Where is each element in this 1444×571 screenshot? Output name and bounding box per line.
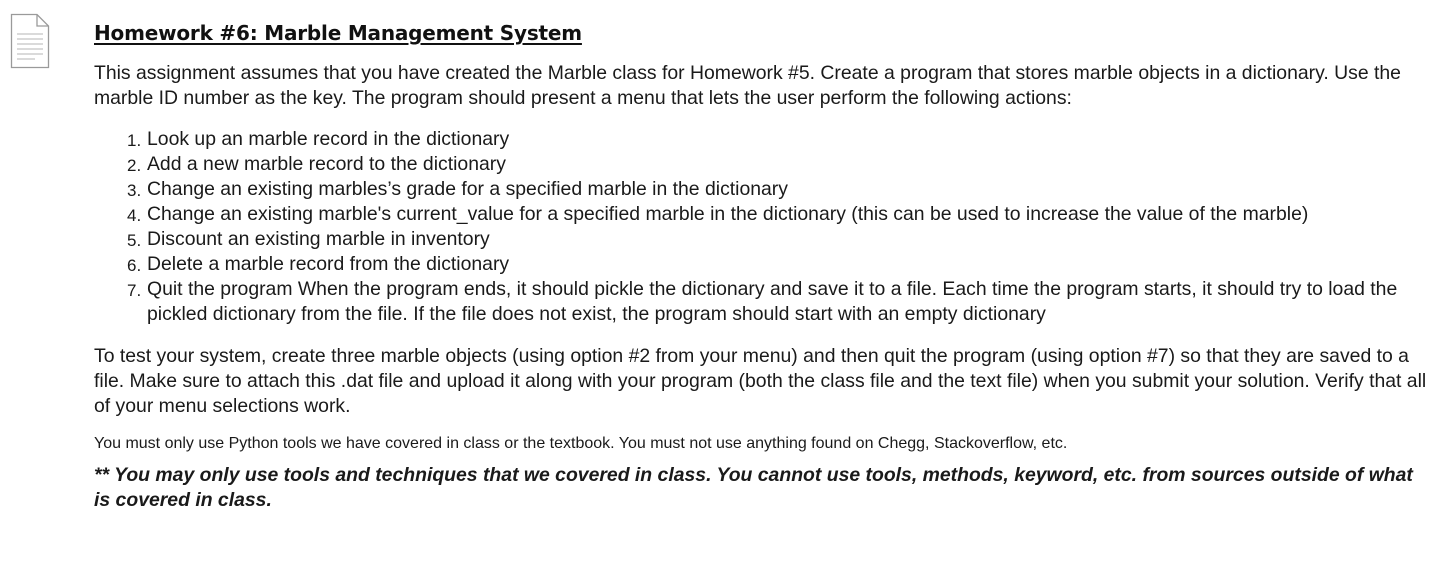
- list-item-text: Look up an marble record in the dictionary: [147, 128, 510, 150]
- list-item-number: 3.: [127, 181, 142, 200]
- list-item-number: 4.: [127, 206, 142, 225]
- menu-actions-list: [94, 127, 1430, 327]
- intro-paragraph: This assignment assumes that you have created the Marble class for Homework #5. Create a program that stores marble objects in a dictionary. Use the marble ID number as the key. The program should present a menu that lets the user perform the following actions:: [94, 62, 1401, 109]
- list-item: [94, 227, 1430, 252]
- tools-warning: ** You may only use tools and techniques that we covered in class. You cannot use tools, methods, keyword, etc. from sources outside of what is covered in class.: [94, 464, 1413, 511]
- testing-instructions: To test your system, create three marble objects (using option #2 from your menu) and then quit the program (using option #7) so that they are saved to a file. Make sure to attach this .dat file and upload it along with your program (both the class file and the text file) when you submit your solution. Verify that all of your menu selections work.: [94, 345, 1427, 417]
- list-item-text: Change an existing marbles’s grade for a specified marble in the dictionary: [147, 178, 788, 200]
- list-item: [94, 202, 1430, 227]
- list-item-number: 6.: [127, 256, 142, 275]
- list-item-text: Delete a marble record from the dictionary: [147, 253, 510, 275]
- list-item: [94, 152, 1430, 177]
- list-item-number: 1.: [127, 131, 142, 150]
- list-item-number: 7.: [127, 281, 142, 300]
- list-item: [94, 277, 1430, 327]
- list-item-text: Quit the program When the program ends, it should pickle the dictionary and save it to a file. Each time the program starts, it should try to load the pickled dictionary from the file. If the file does not exist, the program should start with an empty dictionary: [147, 278, 1398, 325]
- list-item: [94, 252, 1430, 277]
- list-item: [94, 177, 1430, 202]
- list-item-text: Discount an existing marble in inventory: [147, 228, 490, 250]
- document-icon: [10, 13, 50, 69]
- tools-note: You must only use Python tools we have covered in class or the textbook. You must not use anything found on Chegg, Stackoverflow, etc.: [94, 435, 1068, 452]
- list-item-number: 2.: [127, 156, 142, 175]
- homework-content: [94, 19, 1430, 513]
- page-title: Homework #6: Marble Management System: [94, 21, 582, 45]
- list-item: [94, 127, 1430, 152]
- list-item-number: 5.: [127, 231, 142, 250]
- list-item-text: Add a new marble record to the dictionary: [147, 153, 506, 175]
- list-item-text: Change an existing marble's current_value for a specified marble in the dictionary (this can be used to increase the value of the marble): [147, 203, 1309, 225]
